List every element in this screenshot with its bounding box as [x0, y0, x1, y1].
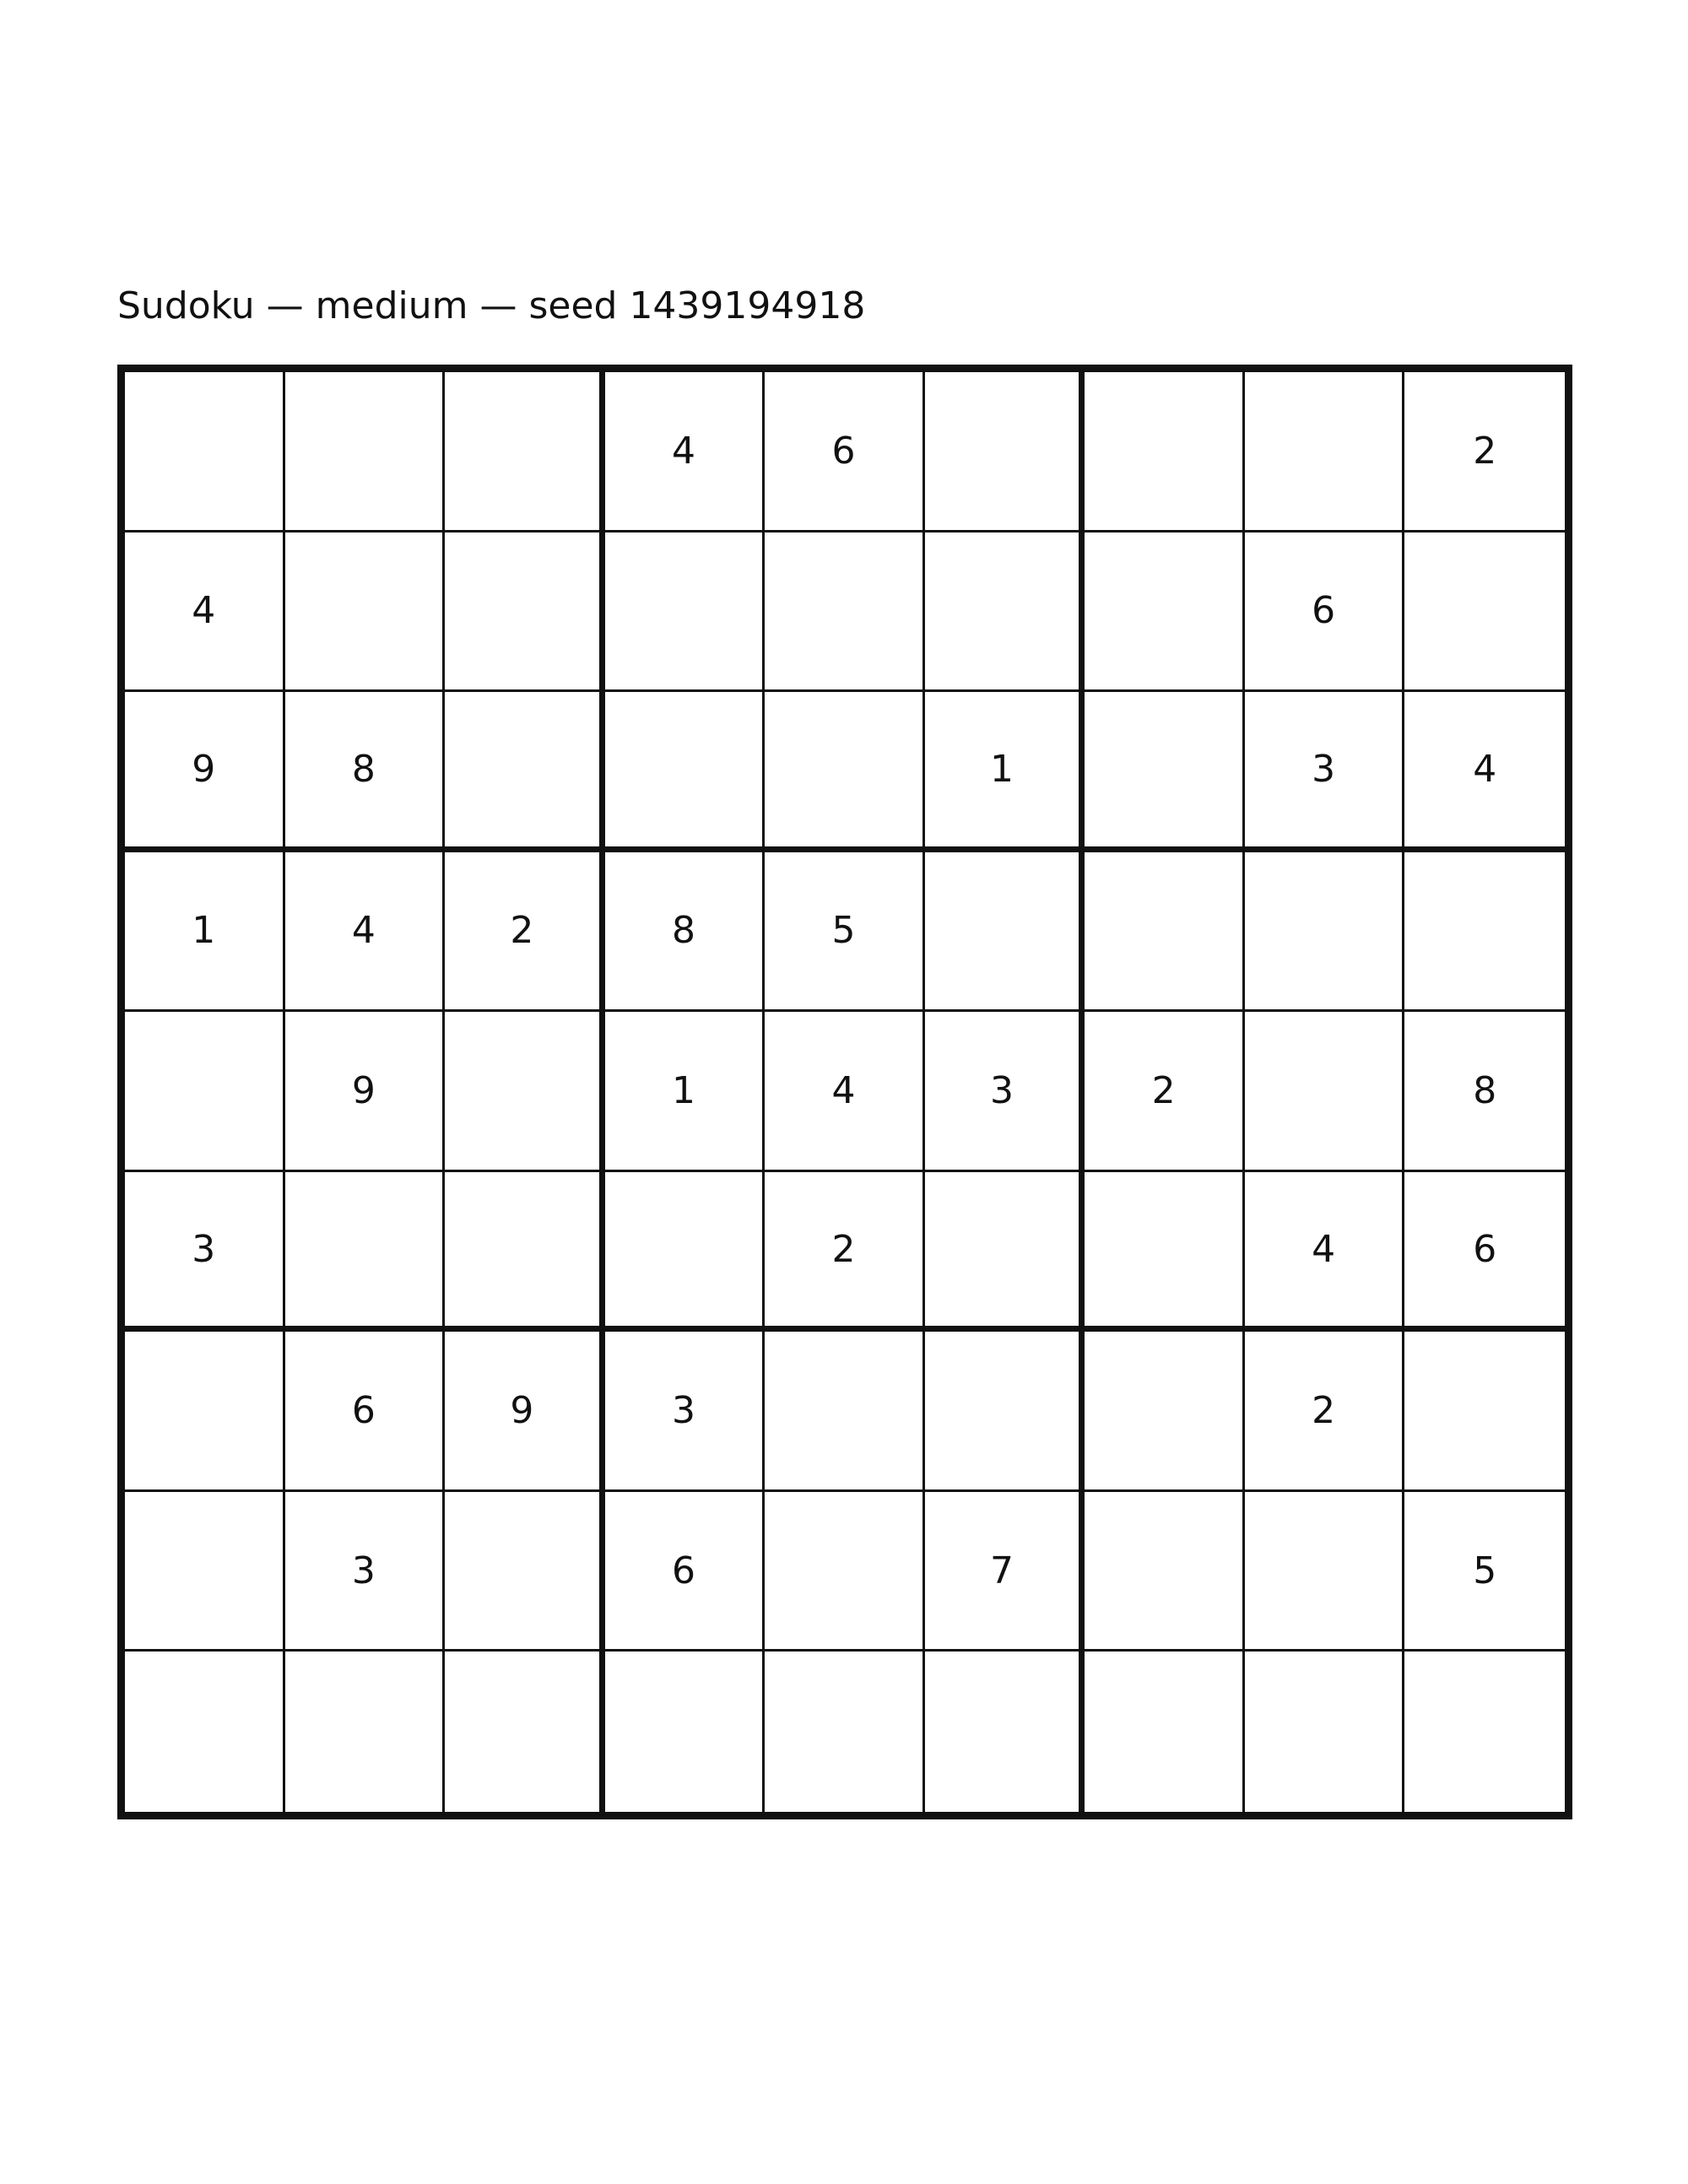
- given-cell[interactable]: 6: [1245, 532, 1405, 693]
- empty-cell[interactable]: [1085, 852, 1245, 1013]
- empty-cell[interactable]: [125, 1492, 285, 1652]
- given-cell[interactable]: 4: [285, 852, 446, 1013]
- empty-cell[interactable]: [765, 1492, 925, 1652]
- given-cell[interactable]: 8: [285, 692, 446, 852]
- empty-cell[interactable]: [285, 532, 446, 693]
- given-cell[interactable]: 1: [605, 1012, 766, 1172]
- empty-cell[interactable]: [605, 532, 766, 693]
- given-cell[interactable]: 6: [1404, 1172, 1565, 1333]
- empty-cell[interactable]: [1404, 532, 1565, 693]
- given-cell[interactable]: 3: [125, 1172, 285, 1333]
- empty-cell[interactable]: [1085, 372, 1245, 532]
- empty-cell[interactable]: [285, 1652, 446, 1812]
- empty-cell[interactable]: [1085, 1492, 1245, 1652]
- empty-cell[interactable]: [925, 532, 1085, 693]
- empty-cell[interactable]: [1085, 1332, 1245, 1492]
- empty-cell[interactable]: [1245, 1012, 1405, 1172]
- given-cell[interactable]: 6: [285, 1332, 446, 1492]
- given-cell[interactable]: 3: [285, 1492, 446, 1652]
- given-cell[interactable]: 3: [925, 1012, 1085, 1172]
- empty-cell[interactable]: [605, 1652, 766, 1812]
- given-cell[interactable]: 1: [925, 692, 1085, 852]
- given-cell[interactable]: 8: [605, 852, 766, 1013]
- given-cell[interactable]: 6: [765, 372, 925, 532]
- empty-cell[interactable]: [1085, 1172, 1245, 1333]
- sudoku-board: [117, 365, 1572, 1819]
- empty-cell[interactable]: [925, 852, 1085, 1013]
- empty-cell[interactable]: [445, 372, 605, 532]
- given-cell[interactable]: 3: [605, 1332, 766, 1492]
- empty-cell[interactable]: [1404, 1332, 1565, 1492]
- empty-cell[interactable]: [125, 372, 285, 532]
- empty-cell[interactable]: [1404, 1652, 1565, 1812]
- empty-cell[interactable]: [445, 1172, 605, 1333]
- given-cell[interactable]: 4: [1404, 692, 1565, 852]
- empty-cell[interactable]: [1245, 372, 1405, 532]
- empty-cell[interactable]: [1245, 1652, 1405, 1812]
- empty-cell[interactable]: [285, 372, 446, 532]
- empty-cell[interactable]: [925, 372, 1085, 532]
- empty-cell[interactable]: [1404, 852, 1565, 1013]
- given-cell[interactable]: 7: [925, 1492, 1085, 1652]
- empty-cell[interactable]: [1245, 852, 1405, 1013]
- empty-cell[interactable]: [925, 1172, 1085, 1333]
- given-cell[interactable]: 2: [445, 852, 605, 1013]
- given-cell[interactable]: 5: [1404, 1492, 1565, 1652]
- empty-cell[interactable]: [445, 1012, 605, 1172]
- empty-cell[interactable]: [1085, 692, 1245, 852]
- empty-cell[interactable]: [765, 1652, 925, 1812]
- given-cell[interactable]: 4: [765, 1012, 925, 1172]
- empty-cell[interactable]: [765, 532, 925, 693]
- given-cell[interactable]: 2: [1085, 1012, 1245, 1172]
- given-cell[interactable]: 2: [765, 1172, 925, 1333]
- given-cell[interactable]: 4: [125, 532, 285, 693]
- given-cell[interactable]: 2: [1245, 1332, 1405, 1492]
- given-cell[interactable]: 9: [285, 1012, 446, 1172]
- empty-cell[interactable]: [285, 1172, 446, 1333]
- empty-cell[interactable]: [445, 1652, 605, 1812]
- given-cell[interactable]: 8: [1404, 1012, 1565, 1172]
- empty-cell[interactable]: [1085, 532, 1245, 693]
- empty-cell[interactable]: [125, 1332, 285, 1492]
- given-cell[interactable]: 9: [125, 692, 285, 852]
- given-cell[interactable]: 4: [605, 372, 766, 532]
- empty-cell[interactable]: [445, 692, 605, 852]
- given-cell[interactable]: 3: [1245, 692, 1405, 852]
- puzzle-title: Sudoku — medium — seed 1439194918: [117, 284, 866, 327]
- empty-cell[interactable]: [925, 1332, 1085, 1492]
- given-cell[interactable]: 6: [605, 1492, 766, 1652]
- given-cell[interactable]: 4: [1245, 1172, 1405, 1333]
- empty-cell[interactable]: [125, 1012, 285, 1172]
- empty-cell[interactable]: [765, 1332, 925, 1492]
- empty-cell[interactable]: [445, 1492, 605, 1652]
- empty-cell[interactable]: [765, 692, 925, 852]
- empty-cell[interactable]: [125, 1652, 285, 1812]
- empty-cell[interactable]: [605, 1172, 766, 1333]
- empty-cell[interactable]: [1245, 1492, 1405, 1652]
- empty-cell[interactable]: [445, 532, 605, 693]
- given-cell[interactable]: 5: [765, 852, 925, 1013]
- given-cell[interactable]: 1: [125, 852, 285, 1013]
- empty-cell[interactable]: [605, 692, 766, 852]
- empty-cell[interactable]: [1085, 1652, 1245, 1812]
- empty-cell[interactable]: [925, 1652, 1085, 1812]
- given-cell[interactable]: 2: [1404, 372, 1565, 532]
- given-cell[interactable]: 9: [445, 1332, 605, 1492]
